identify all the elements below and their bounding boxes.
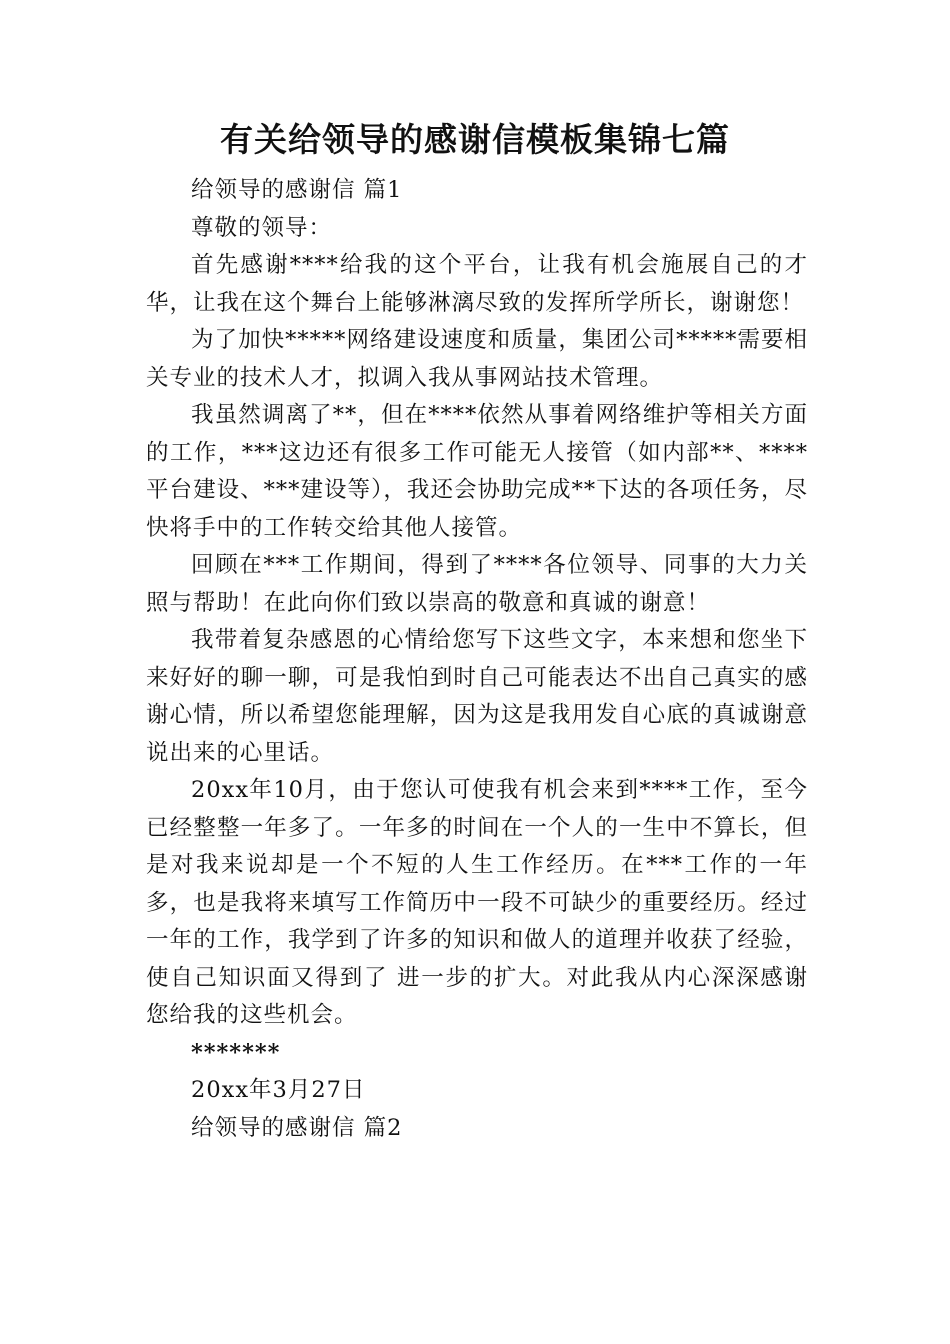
- date-line: 20xx年3月27日: [191, 1077, 366, 1103]
- paragraph: 首先感谢****给我的这个平台，让我有机会施展自己的才华，让我在这个舞台上能够淋漓尽致的发挥所学所长，谢谢您！: [146, 252, 808, 316]
- signature: *******: [191, 1039, 281, 1066]
- section-heading-1: 给领导的感谢信 篇1: [191, 177, 403, 203]
- paragraph: 20xx年10月，由于您认可使我有机会来到****工作，至今已经整整一年多了。一年多的时间在一个人的一生中不算长，但是对我来说却是一个不短的人生工作经历。在***工作的一年多，也是我将来填写工作简历中一段不可缺少的重要经历。经过一年的工作，我学到了许多的知识和做人的道理并收获了经验，使自己知识面又得到了 进一步的扩大。对此我从内心深深感谢您给我的这些机会。: [146, 777, 808, 1028]
- document-body: [146, 172, 808, 1147]
- paragraph: 回顾在***工作期间，得到了****各位领导、同事的大力关照与帮助！在此向你们致以崇高的敬意和真诚的谢意！: [146, 552, 808, 616]
- salutation: 尊敬的领导：: [191, 214, 333, 241]
- paragraph: 为了加快*****网络建设速度和质量，集团公司*****需要相关专业的技术人才，拟调入我从事网站技术管理。: [146, 327, 808, 391]
- paragraph: 我虽然调离了**，但在****依然从事着网络维护等相关方面的工作，***这边还有很多工作可能无人接管（如内部**、****平台建设、***建设等），我还会协助完成**下达的各项任务，尽快将手中的工作转交给其他人接管。: [146, 402, 808, 541]
- paragraph: 我带着复杂感恩的心情给您写下这些文字，本来想和您坐下来好好的聊一聊，可是我怕到时自己可能表达不出自己真实的感谢心情，所以希望您能理解，因为这是我用发自心底的真诚谢意说出来的心里话。: [146, 627, 808, 766]
- section-heading-2: 给领导的感谢信 篇2: [191, 1114, 403, 1141]
- document-title: 有关给领导的感谢信模板集锦七篇: [220, 120, 730, 159]
